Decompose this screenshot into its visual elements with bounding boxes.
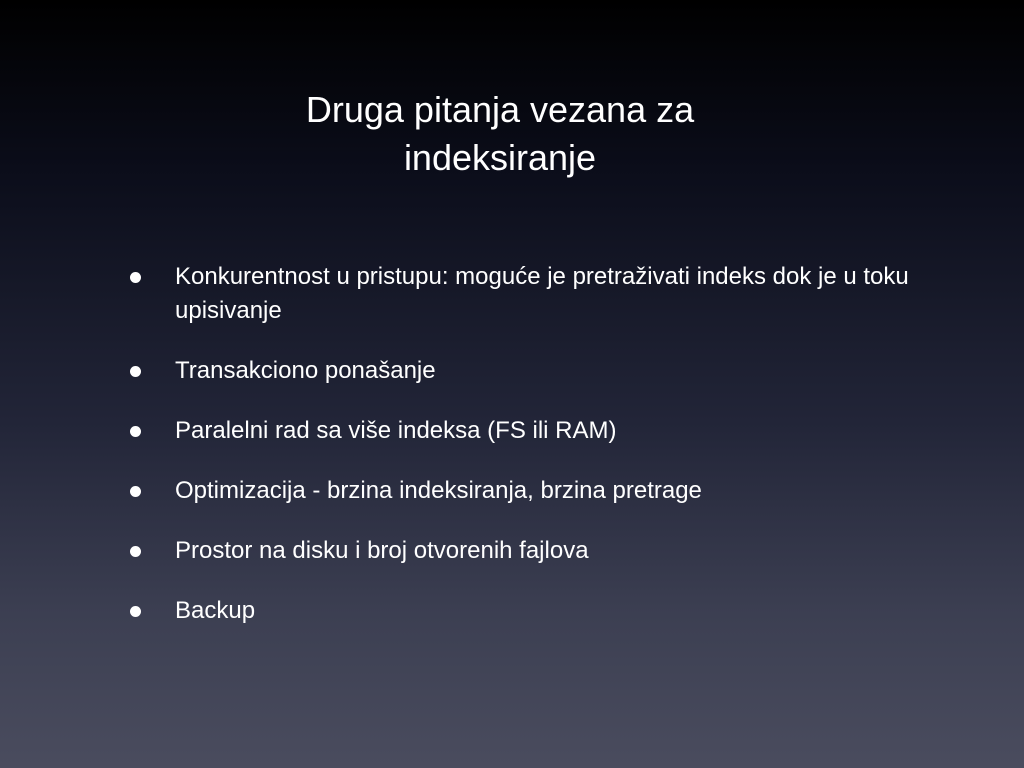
bullet-text: Konkurentnost u pristupu: moguće je pretraživati indeks dok je u toku upisivanje: [175, 263, 909, 324]
slide-title-line: Druga pitanja vezana za: [305, 89, 695, 130]
bullet-item: [128, 260, 928, 328]
bullet-dot-icon: [130, 272, 141, 283]
bullet-text: Transakciono ponašanje: [175, 357, 436, 384]
bullet-list: [128, 260, 928, 654]
bullet-dot-icon: [130, 546, 141, 557]
bullet-item: [128, 474, 928, 508]
bullet-dot-icon: [130, 486, 141, 497]
bullet-item: [128, 414, 928, 448]
slide-title: [200, 86, 800, 182]
bullet-dot-icon: [130, 366, 141, 377]
bullet-text: Backup: [175, 597, 256, 624]
bullet-item: [128, 534, 928, 568]
bullet-text: Paralelni rad sa više indeksa (FS ili RAM): [175, 417, 617, 444]
bullet-item: [128, 354, 928, 388]
bullet-dot-icon: [130, 426, 141, 437]
bullet-dot-icon: [130, 606, 141, 617]
bullet-text: Prostor na disku i broj otvorenih fajlova: [175, 537, 589, 564]
bullet-text: Optimizacija - brzina indeksiranja, brzina pretrage: [175, 477, 702, 504]
bullet-item: [128, 594, 928, 628]
slide-title-line: indeksiranje: [403, 137, 597, 178]
